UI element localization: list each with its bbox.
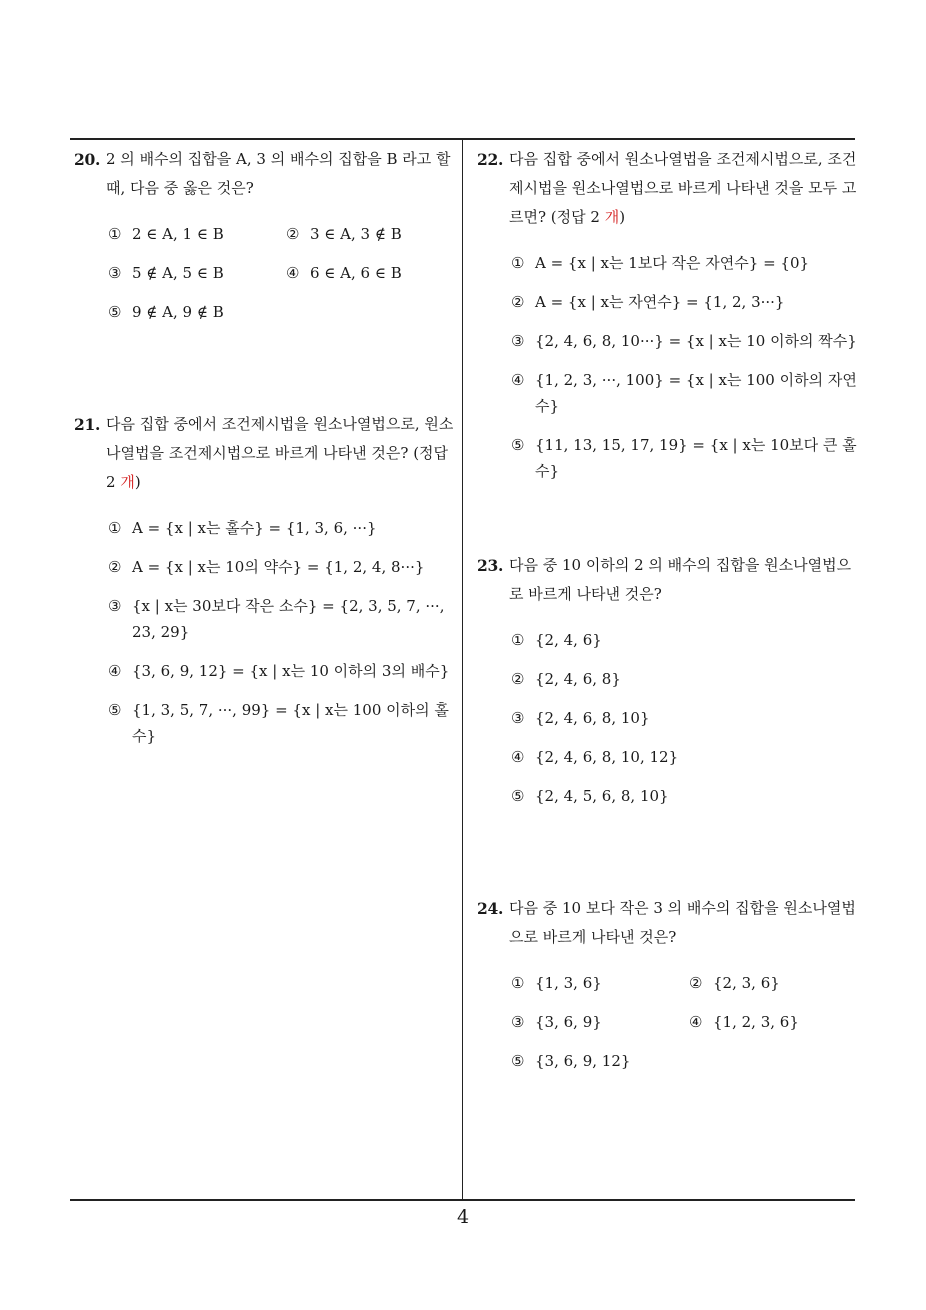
choice-5[interactable] <box>509 1048 687 1074</box>
question-stem <box>74 145 456 203</box>
choice-4[interactable] <box>687 1009 865 1035</box>
choice-2[interactable] <box>687 970 865 996</box>
choice-text: A = {x | x는 홀수} = {1, 3, 6, ···} <box>132 519 377 537</box>
choice-1[interactable] <box>509 970 687 996</box>
choice-4[interactable] <box>509 744 861 770</box>
question-22 <box>477 145 861 497</box>
question-text-highlight: 개 <box>120 473 135 491</box>
question-20 <box>74 145 456 338</box>
choice-text: {2, 4, 6, 8, 10···} = {x | x는 10 이하의 짝수} <box>535 332 857 350</box>
choice-marker: ④ <box>108 662 122 680</box>
choice-4[interactable] <box>106 658 456 684</box>
question-text: 다음 중 10 보다 작은 3 의 배수의 집합을 원소나열법으로 바르게 나타낸 것은? <box>509 899 856 946</box>
choice-text: {1, 2, 3, ···, 100} = {x | x는 100 이하의 자연수} <box>535 371 857 415</box>
choice-5[interactable] <box>106 299 284 325</box>
choice-marker: ③ <box>511 709 525 727</box>
choice-text: {1, 3, 6} <box>535 974 602 992</box>
choice-list <box>74 515 456 749</box>
choice-marker: ④ <box>286 264 300 282</box>
choice-text: {11, 13, 15, 17, 19} = {x | x는 10보다 큰 홀수} <box>535 436 857 480</box>
choice-marker: ① <box>511 631 525 649</box>
question-text-end: ) <box>134 473 141 491</box>
choice-marker: ⑤ <box>511 436 525 454</box>
choice-5[interactable] <box>509 783 861 809</box>
column-divider <box>462 139 463 1200</box>
choice-text: A = {x | x는 1보다 작은 자연수} = {0} <box>535 254 810 272</box>
question-24 <box>477 894 861 1087</box>
choice-text: {3, 6, 9} <box>535 1013 602 1031</box>
question-text-end: ) <box>619 208 626 226</box>
choice-3[interactable] <box>106 593 456 645</box>
choice-text: {2, 3, 6} <box>713 974 780 992</box>
choice-marker: ⑤ <box>511 787 525 805</box>
choice-text: 5 ∉ A, 5 ∈ B <box>132 264 224 282</box>
question-stem <box>477 551 861 609</box>
choice-marker: ② <box>286 225 300 243</box>
choice-5[interactable] <box>106 697 456 749</box>
choice-marker: ① <box>511 974 525 992</box>
question-23 <box>477 551 861 822</box>
choice-text: 9 ∉ A, 9 ∉ B <box>132 303 224 321</box>
choice-text: {2, 4, 5, 6, 8, 10} <box>535 787 669 805</box>
choice-marker: ② <box>689 974 703 992</box>
choice-list <box>477 250 861 484</box>
choice-marker: ④ <box>511 748 525 766</box>
choice-marker: ② <box>108 558 122 576</box>
choice-text: {2, 4, 6} <box>535 631 602 649</box>
choice-1[interactable] <box>106 221 284 247</box>
choice-marker: ③ <box>511 332 525 350</box>
choice-marker: ② <box>511 670 525 688</box>
choice-text: {3, 6, 9, 12} <box>535 1052 631 1070</box>
choice-marker: ③ <box>108 264 122 282</box>
question-number: 23. <box>477 556 504 575</box>
page-number: 4 <box>456 1206 470 1228</box>
choice-marker: ④ <box>511 371 525 389</box>
choice-marker: ⑤ <box>108 701 122 719</box>
choice-marker: ① <box>108 519 122 537</box>
question-number: 21. <box>74 415 101 434</box>
choice-marker: ⑤ <box>511 1052 525 1070</box>
choice-3[interactable] <box>509 705 861 731</box>
choice-text: A = {x | x는 자연수} = {1, 2, 3···} <box>535 293 785 311</box>
choice-5[interactable] <box>509 432 861 484</box>
choice-text: {2, 4, 6, 8, 10, 12} <box>535 748 679 766</box>
choice-4[interactable] <box>509 367 861 419</box>
choice-marker: ③ <box>511 1013 525 1031</box>
question-text: 다음 집합 중에서 조건제시법을 원소나열법으로, 원소나열법을 조건제시법으로 바르게 나타낸 것은? (정답 2 <box>106 415 454 491</box>
bottom-rule <box>70 1199 855 1201</box>
choice-text: A = {x | x는 10의 약수} = {1, 2, 4, 8···} <box>132 558 425 576</box>
question-stem <box>74 410 456 497</box>
question-stem <box>477 145 861 232</box>
choice-2[interactable] <box>509 289 861 315</box>
question-text: 다음 중 10 이하의 2 의 배수의 집합을 원소나열법으로 바르게 나타낸 것은? <box>509 556 852 603</box>
choice-2[interactable] <box>106 554 456 580</box>
choice-3[interactable] <box>509 1009 687 1035</box>
choice-marker: ④ <box>689 1013 703 1031</box>
choice-1[interactable] <box>509 627 861 653</box>
choice-list <box>74 221 456 338</box>
question-number: 24. <box>477 899 504 918</box>
choice-text: 3 ∈ A, 3 ∉ B <box>310 225 402 243</box>
choice-text: {1, 3, 5, 7, ···, 99} = {x | x는 100 이하의 홀수} <box>132 701 449 745</box>
choice-text: {x | x는 30보다 작은 소수} = {2, 3, 5, 7, ···, 23, 29} <box>132 597 445 641</box>
choice-2[interactable] <box>284 221 462 247</box>
question-stem <box>477 894 861 952</box>
question-text: 2 의 배수의 집합을 A, 3 의 배수의 집합을 B 라고 할 때, 다음 중 옳은 것은? <box>106 150 451 197</box>
choice-list <box>477 970 861 1087</box>
choice-1[interactable] <box>509 250 861 276</box>
choice-text: {3, 6, 9, 12} = {x | x는 10 이하의 3의 배수} <box>132 662 450 680</box>
question-text: 다음 집합 중에서 원소나열법을 조건제시법으로, 조건제시법을 원소나열법으로 바르게 나타낸 것을 모두 고르면? (정답 2 <box>509 150 857 226</box>
choice-4[interactable] <box>284 260 462 286</box>
choice-marker: ① <box>511 254 525 272</box>
choice-marker: ③ <box>108 597 122 615</box>
question-number: 22. <box>477 150 504 169</box>
choice-list <box>477 627 861 809</box>
choice-marker: ① <box>108 225 122 243</box>
choice-3[interactable] <box>509 328 861 354</box>
choice-3[interactable] <box>106 260 284 286</box>
question-21 <box>74 410 456 762</box>
choice-1[interactable] <box>106 515 456 541</box>
question-text-highlight: 개 <box>604 208 620 226</box>
question-number: 20. <box>74 150 101 169</box>
choice-text: {1, 2, 3, 6} <box>713 1013 799 1031</box>
choice-text: {2, 4, 6, 8, 10} <box>535 709 650 727</box>
choice-text: 6 ∈ A, 6 ∈ B <box>310 264 402 282</box>
choice-text: {2, 4, 6, 8} <box>535 670 621 688</box>
choice-marker: ② <box>511 293 525 311</box>
choice-marker: ⑤ <box>108 303 122 321</box>
choice-text: 2 ∈ A, 1 ∈ B <box>132 225 224 243</box>
choice-2[interactable] <box>509 666 861 692</box>
